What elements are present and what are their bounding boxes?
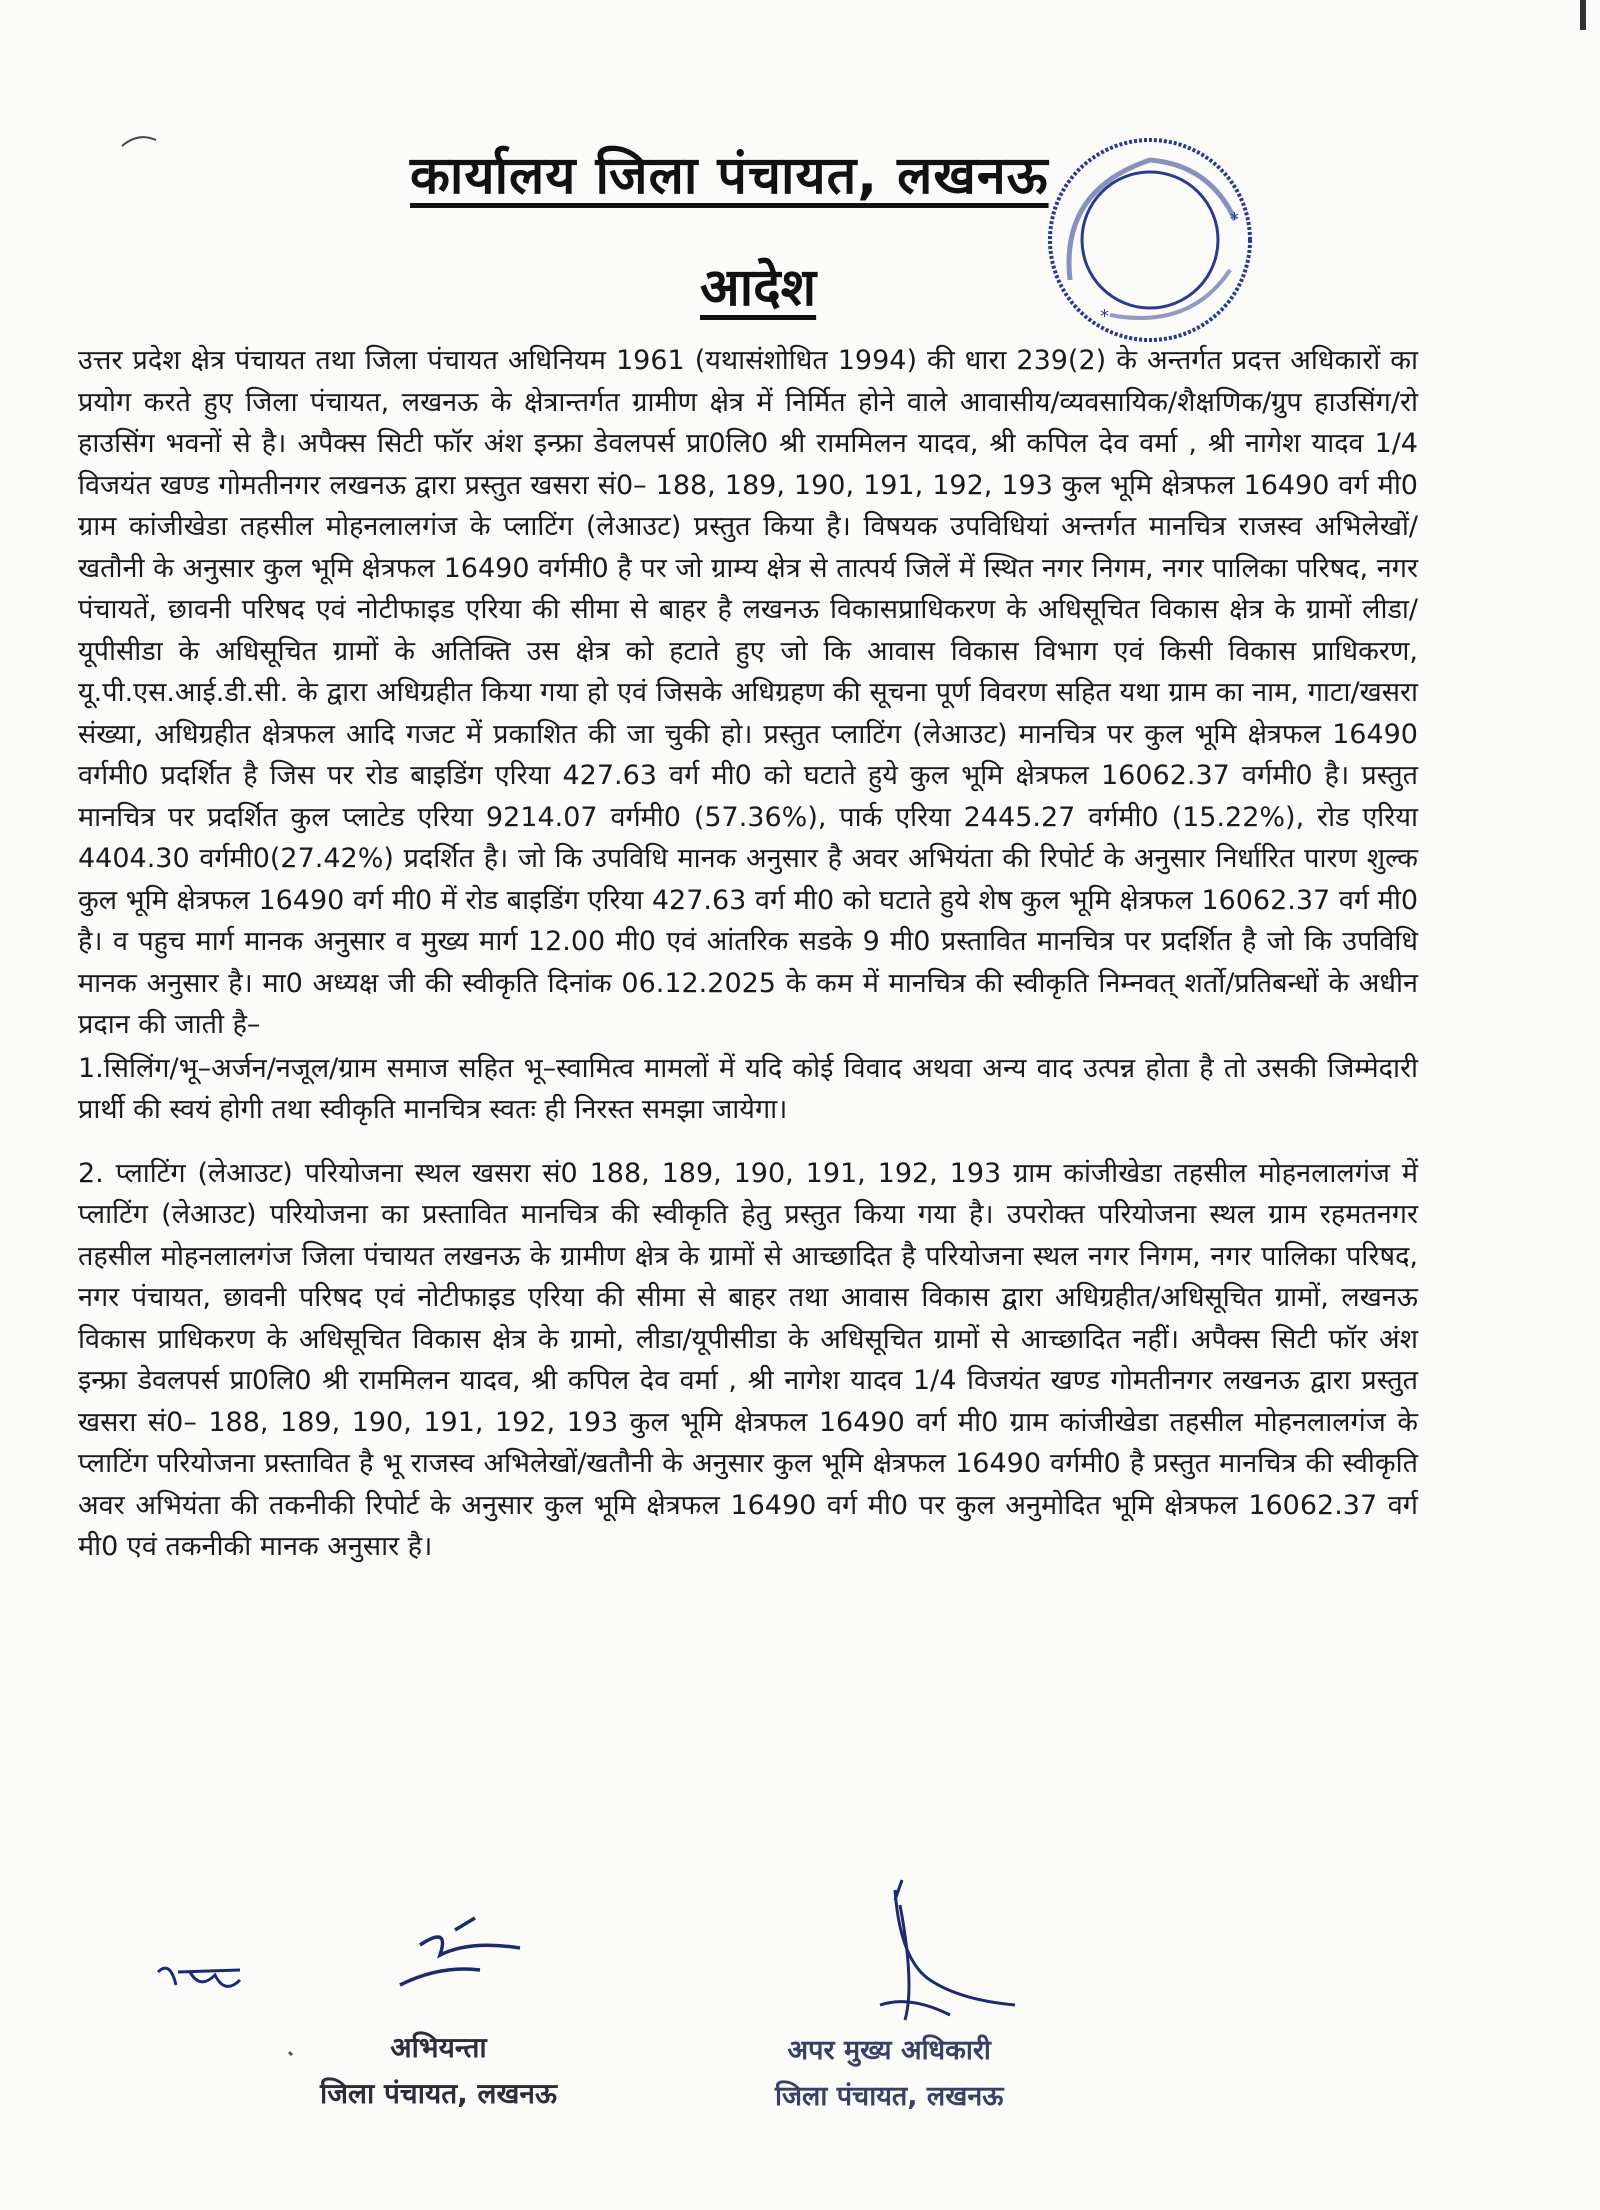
- engineer-designation: अभियन्ता: [390, 2031, 487, 2064]
- condition-clause-1: 1.सिलिंग/भू–अर्जन/नजूल/ग्राम समाज सहित भू–स्वामित्व मामलों में यदि कोई विवाद अथवा अन्य वाद उत्पन्न होता है तो उसकी जिम्मेदारी प्रार्थी की स्वयं होगी तथा स्वीकृति मानचित्र स्वतः ही निरस्त समझा जायेगा।: [78, 1052, 1418, 1125]
- office-title: कार्यालय जिला पंचायत, लखनऊ: [410, 146, 1049, 206]
- office-seal-stamp: [1040, 130, 1260, 350]
- order-body: [78, 340, 1418, 1568]
- scan-edge-mark: [1580, 0, 1586, 30]
- order-title: आदेश: [700, 258, 817, 318]
- scan-artifact-icon: [120, 130, 160, 150]
- initials-left-signature: [158, 1968, 240, 1986]
- main-paragraph: उत्तर प्रदेश क्षेत्र पंचायत तथा जिला पंचायत अधिनियम 1961 (यथासंशोधित 1994) की धारा 239(2) के अन्तर्गत प्रदत्त अधिकारों का प्रयोग करते हुए जिला पंचायत, लखनऊ के क्षेत्रान्तर्गत ग्रामीण क्षेत्र में निर्मित होने वाले आवासीय/व्यवसायिक/शैक्षणिक/ग्रुप हाउसिंग/रो हाउसिंग भवनों से है। अपैक्स सिटी फॉर अंश इन्फ्रा डेवलपर्स प्रा0लि0 श्री राममिलन यादव, श्री कपिल देव वर्मा , श्री नागेश यादव 1/4 विजयंत खण्ड गोमतीनगर लखनऊ द्वारा प्रस्तुत खसरा सं0– 188, 189, 190, 191, 192, 193 कुल भूमि क्षेत्रफल 16490 वर्ग मी0 ग्राम कांजीखेडा तहसील मोहनलालगंज के प्लाटिंग (लेआउट) प्रस्तुत किया है। विषयक उपविधियां अन्तर्गत मानचित्र राजस्व अभिलेखों/खतौनी के अनुसार कुल भूमि क्षेत्रफल 16490 वर्गमी0 है पर जो ग्राम्य क्षेत्र से तात्पर्य जिलें में स्थित नगर निगम, नगर पालिका परिषद, नगर पंचायतें, छावनी परिषद एवं नोटीफाइड एरिया की सीमा से बाहर है लखनऊ विकासप्राधिकरण के अधिसूचित विकास क्षेत्र के ग्रामों लीडा/यूपीसीडा के अधिसूचित ग्रामों के अतिक्ति उस क्षेत्र को हटाते हुए जो कि आवास विकास विभाग एवं किसी विकास प्राधिकरण, यू.पी.एस.आई.डी.सी. के द्वारा अधिग्रहीत किया गया हो एवं जिसके अधिग्रहण की सूचना पूर्ण विवरण सहित यथा ग्राम का नाम, गाटा/खसरा संख्या, अधिग्रहीत क्षेत्रफल आदि गजट में प्रकाशित की जा चुकी हो। प्रस्तुत प्लाटिंग (लेआउट) मानचित्र पर कुल भूमि क्षेत्रफल 16490 वर्गमी0 प्रदर्शित है जिस पर रोड बाइडिंग एरिया 427.63 वर्ग मी0 को घटाते हुये कुल भूमि क्षेत्रफल 16062.37 वर्गमी0 है। प्रस्तुत मानचित्र पर प्रदर्शित कुल प्लाटेड एरिया 9214.07 वर्गमी0 (57.36%), पार्क एरिया 2445.27 वर्गमी0 (15.22%), रोड एरिया 4404.30 वर्गमी0(27.42%) प्रदर्शित है। जो कि उपविधि मानक अनुसार है अवर अभियंता की रिपोर्ट के अनुसार निर्धारित पारण शुल्क कुल भूमि क्षेत्रफल 16490 वर्ग मी0 में रोड बाइडिंग एरिया 427.63 वर्ग मी0 को घटाते हुये शेष कुल भूमि क्षेत्रफल 16062.37 वर्ग मी0 है। व पहुच मार्ग मानक अनुसार व मुख्य मार्ग 12.00 मी0 एवं आंतरिक सडके 9 मी0 प्रस्तावित मानचित्र पर प्रदर्शित है जो कि उपविधि मानक अनुसार है। मा0 अध्यक्ष जी की स्वीकृति दिनांक 06.12.2025 के कम में मानचित्र की स्वीकृति निम्नवत् शर्तो/प्रतिबन्धों के अधीन प्रदान की जाती है–: [78, 345, 1418, 1040]
- pen-mark: [289, 2052, 292, 2055]
- svg-text:*: *: [1230, 209, 1239, 230]
- svg-text:*: *: [1100, 306, 1109, 327]
- engineer-sign-block: [320, 2025, 557, 2117]
- condition-clause-2: 2. प्लाटिंग (लेआउट) परियोजना स्थल खसरा सं0 188, 189, 190, 191, 192, 193 ग्राम कांजीखेडा तहसील मोहनलालगंज में प्लाटिंग (लेआउट) परियोजना का प्रस्तावित मानचित्र की स्वीकृति हेतु प्रस्तुत किया गया है। उपरोक्त परियोजना स्थल ग्राम रहमतनगर तहसील मोहनलालगंज जिला पंचायत लखनऊ के ग्रामीण क्षेत्र के ग्रामों से आच्छादित है परियोजना स्थल नगर निगम, नगर पालिका परिषद, नगर पंचायत, छावनी परिषद एवं नोटीफाइड एरिया की सीमा से बाहर तथा आवास विकास द्वारा अधिग्रहीत/अधिसूचित ग्रामों, लखनऊ विकास प्राधिकरण के अधिसूचित विकास क्षेत्र के ग्रामो, लीडा/यूपीसीडा के अधिसूचित ग्रामों से आच्छादित नहीं। अपैक्स सिटी फॉर अंश इन्फ्रा डेवलपर्स प्रा0लि0 श्री राममिलन यादव, श्री कपिल देव वर्मा , श्री नागेश यादव 1/4 विजयंत खण्ड गोमतीनगर लखनऊ द्वारा प्रस्तुत खसरा सं0– 188, 189, 190, 191, 192, 193 कुल भूमि क्षेत्रफल 16490 वर्ग मी0 ग्राम कांजीखेडा तहसील मोहनलालगंज के प्लाटिंग परियोजना प्रस्तावित है भू राजस्व अभिलेखों/खतौनी के अनुसार कुल भूमि क्षेत्रफल 16490 वर्गमी0 है प्रस्तुत मानचित्र की स्वीकृति अवर अभियंता की तकनीकी रिपोर्ट के अनुसार कुल भूमि क्षेत्रफल 16490 वर्ग मी0 पर कुल अनुमोदित भूमि क्षेत्रफल 16062.37 वर्ग मी0 एवं तकनीकी मानक अनुसार है।: [78, 1157, 1418, 1562]
- officer-designation: अपर मुख्य अधिकारी: [787, 2035, 991, 2066]
- officer-stamp-block: [775, 2028, 1003, 2120]
- engineer-office: जिला पंचायत, लखनऊ: [320, 2077, 557, 2110]
- engineer-signature: [400, 1918, 520, 1985]
- officer-office: जिला पंचायत, लखनऊ: [775, 2081, 1004, 2112]
- officer-signature: [880, 1880, 1015, 2020]
